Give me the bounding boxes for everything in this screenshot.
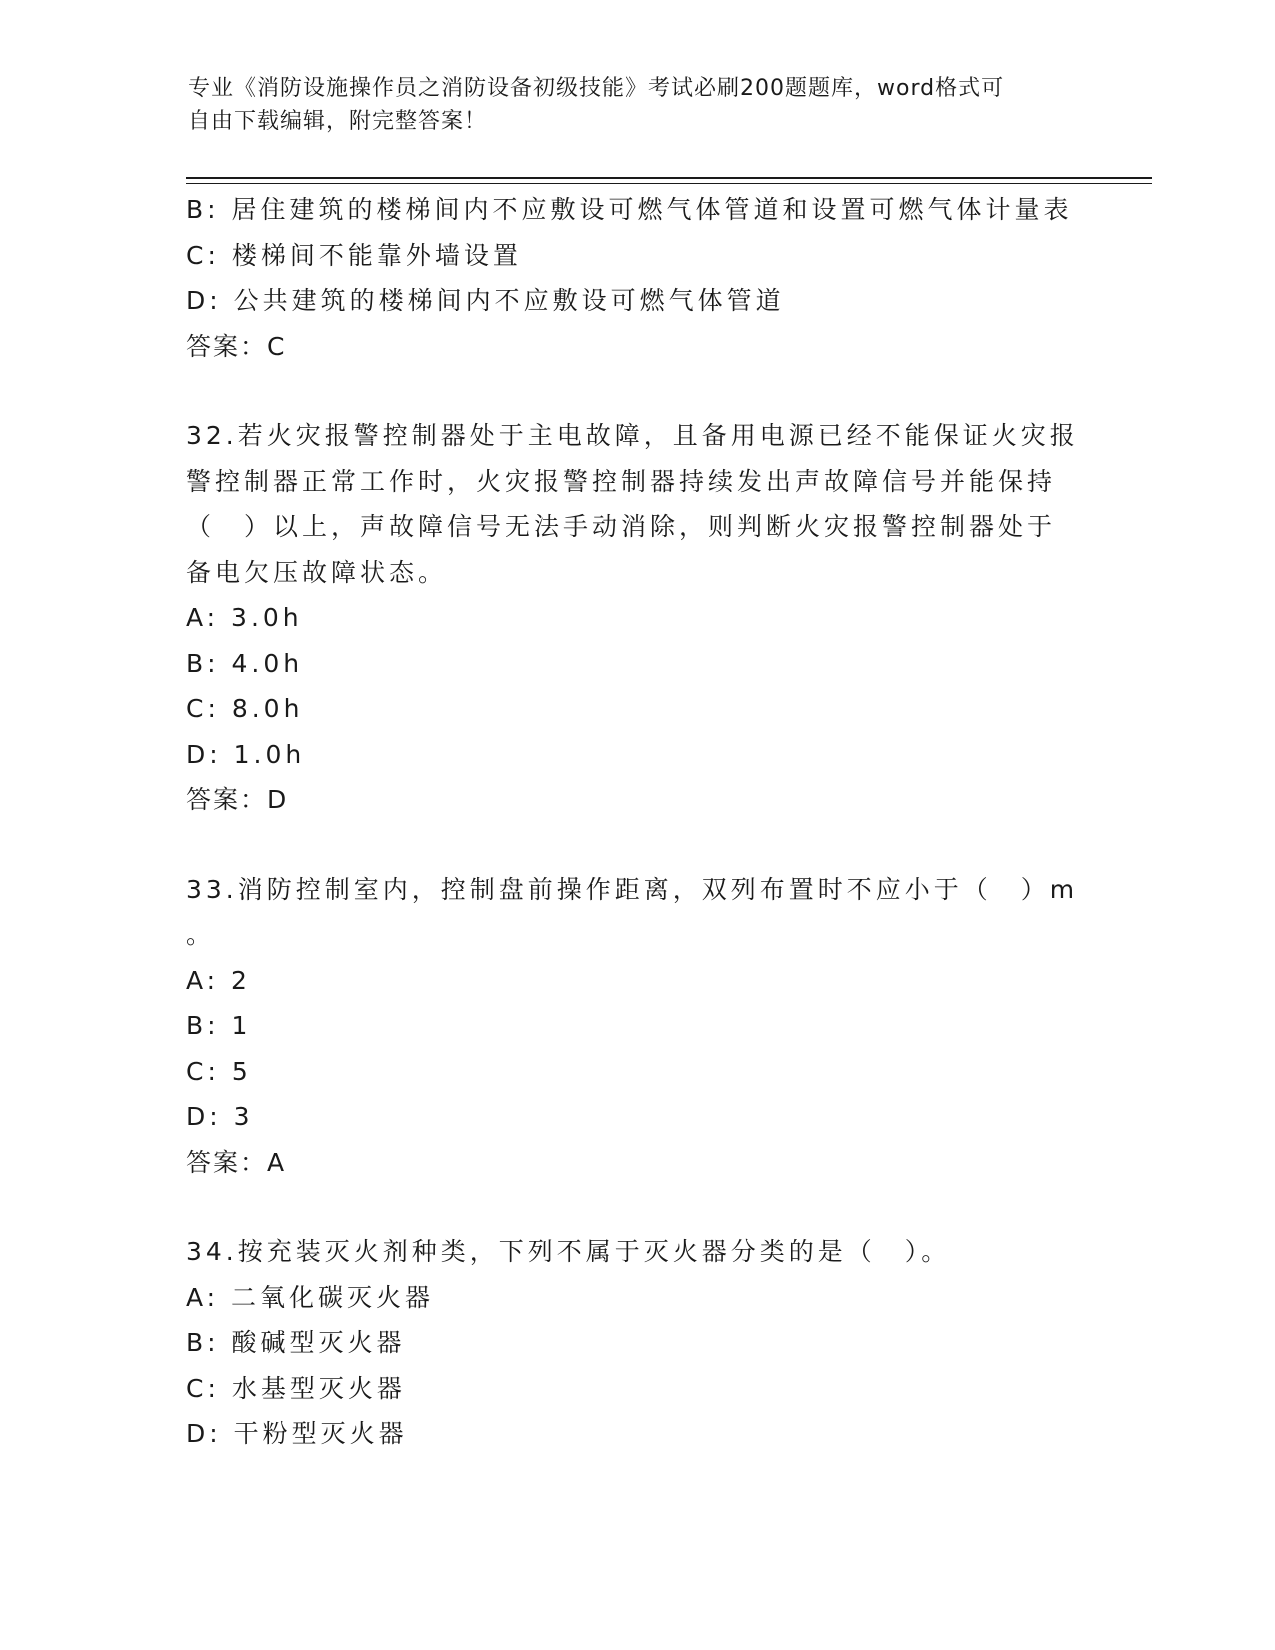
header-line-2: 自由下载编辑，附完整答案！ [188,109,488,134]
stem-line: 。 [186,920,216,949]
answer: 答案：A [186,1147,287,1177]
stem-line: 32.若火灾报警控制器处于主电故障，且备用电源已经不能保证火灾报 [186,421,1079,450]
question-gap [186,823,1086,867]
question-stem [186,1229,1086,1275]
stem-line: 备电欠压故障状态。 [186,557,448,587]
answer: 答案：C [186,331,287,361]
option-d: D: 干粉型灭火器 [186,1419,408,1448]
option-c: C: 楼梯间不能靠外墙设置 [186,240,522,270]
stem-line: 34.按充装灭火剂种类，下列不属于灭火器分类的是（ ）。 [186,1237,951,1266]
stem-line: 警控制器正常工作时，火灾报警控制器持续发出声故障信号并能保持 [186,466,1057,496]
header-divider-thin [186,183,1152,184]
question-gap [186,1185,1086,1229]
question-stem [186,867,1086,958]
question-34 [186,1229,1086,1457]
option-a: A: 2 [186,965,251,995]
document-body [186,187,1086,1457]
option-b: B: 酸碱型灭火器 [186,1328,406,1357]
stem-line: （ ）以上，声故障信号无法手动消除，则判断火灾报警控制器处于 [186,512,1057,541]
answer: 答案：D [186,785,289,814]
question-gap [186,369,1086,413]
stem-line: 33.消防控制室内，控制盘前操作距离，双列布置时不应小于（ ）m [186,874,1079,904]
question-stem [186,413,1086,595]
option-d: D: 1.0h [186,739,306,769]
question-32 [186,413,1086,823]
option-c: C: 5 [186,1056,252,1086]
option-b: B: 居住建筑的楼梯间内不应敷设可燃气体管道和设置可燃气体计量表 [186,195,1073,224]
option-b: B: 1 [186,1011,252,1040]
question-33 [186,867,1086,1186]
header-divider-thick [186,177,1152,179]
option-c: C: 水基型灭火器 [186,1373,406,1403]
question-31-tail [186,187,1086,369]
option-a: A: 二氧化碳灭火器 [186,1282,435,1312]
option-d: D: 公共建筑的楼梯间内不应敷设可燃气体管道 [186,286,785,315]
option-c: C: 8.0h [186,694,304,723]
document-header [188,72,1088,138]
header-line-1: 专业《消防设施操作员之消防设备初级技能》考试必刷200题题库，word格式可 [188,76,1005,101]
option-b: B: 4.0h [186,648,304,678]
option-d: D: 3 [186,1102,254,1131]
option-a: A: 3.0h [186,603,303,632]
